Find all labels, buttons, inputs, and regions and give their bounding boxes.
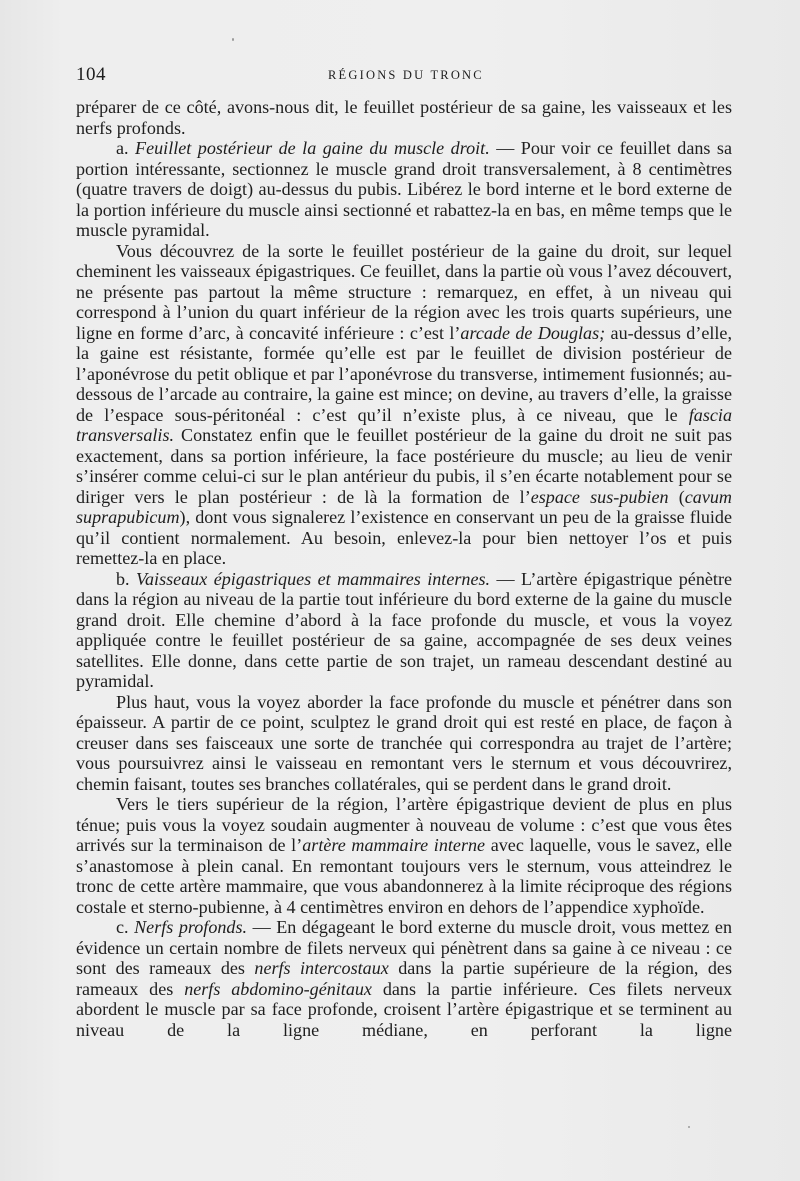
- paragraph: [76, 241, 732, 569]
- running-head: RÉGIONS DU TRONC: [328, 68, 484, 82]
- text-run: — Pour voir ce feuillet dans sa portion intéressante, sectionnez le muscle grand droit transversalement, à 8 centimètres (quatre travers de doigt) au-dessus du pubis. Libérez le bord interne et le bord externe de la portion inférieure du muscle ainsi sectionné et rabattez-la en bas, en même temps que le muscle pyramidal.: [76, 138, 732, 240]
- paragraph-nerfs-profonds: [76, 917, 732, 1040]
- text-run: dans la partie inférieure. Ces filets nerveux abordent le muscle par sa face profonde, croisent l’artère épigastrique et se terminent au niveau de la ligne médiane, en perforant la ligne: [76, 978, 733, 1040]
- italic-run: fascia transversalis.: [76, 404, 732, 445]
- italic-run: Vaisseaux épigastriques et mammaires internes.: [135, 568, 491, 589]
- text-run: préparer de ce côté, avons-nous dit, le feuillet postérieur de sa gaine, les vaisseaux et les nerfs profonds.: [76, 97, 732, 138]
- paper-speck: [688, 1126, 690, 1128]
- text-run: ), dont vous signalerez l’existence en conservant un peu de la graisse fluide qu’il contient normalement. Au besoin, enlevez-la pour bien nettoyer l’os et puis remettez-la en place.: [76, 507, 732, 568]
- text-run: dans la partie supérieure de la région, des rameaux des: [76, 958, 732, 999]
- text-run: — L’artère épigastrique pénètre dans la région au niveau de la partie tout inférieure du bord externe de la gaine du muscle grand droit. Elle chemine d’abord à la face profonde du muscle, et vous la voyez appliquée contre le feuillet postérieur de sa gaine, accompagnée de ses deux veines satellites. Elle donne, dans cette partie de son trajet, un rameau descendant destiné au pyramidal.: [76, 568, 732, 691]
- italic-run: artère mammaire interne: [302, 835, 486, 855]
- text-run: (: [668, 486, 685, 507]
- italic-run: Feuillet postérieur de la gaine du muscle droit.: [135, 138, 490, 158]
- paragraph-vaisseaux-epigastriques: [76, 569, 732, 692]
- text-run: avec laquelle, vous le savez, elle s’anastomose à plein canal. En remontant toujours vers le sternum, vous atteindrez le tronc de cette artère mammaire, que vous abandonnerez à la limite réciproque des régions costale et sterno-pubienne, à 4 centimètres environ en dehors de l’appendice xyphoïde.: [76, 835, 732, 917]
- paragraph: [76, 794, 732, 917]
- text-run: Vers le tiers supérieur de la région, l’artère épigastrique devient de plus en plus ténue; puis vous la voyez soudain augmenter à nouveau de volume : c’est que vous êtes arrivés sur la terminaison de l’: [76, 794, 732, 855]
- text-run: b.: [116, 568, 136, 589]
- italic-run: arcade de Douglas;: [460, 322, 606, 343]
- text-run: Plus haut, vous la voyez aborder la face profonde du muscle et pénétrer dans son épaisseur. A partir de ce point, sculptez le grand droit qui est resté en place, de façon à creuser dans ses faisceaux une sorte de tranchée qui correspondra au trajet de l’artère; vous poursuivrez ainsi le vaisseau en remontant vers le sternum et vous découvrirez, chemin faisant, toutes ses branches collatérales, qui se perdent dans le grand droit.: [76, 691, 732, 794]
- body-text: [76, 97, 732, 1040]
- italic-run: nerfs intercostaux: [254, 958, 389, 978]
- italic-run: Nerfs profonds.: [134, 917, 248, 937]
- text-run: au-dessus d’elle, la gaine est résistante, formée qu’elle est par le feuillet de division postérieur de l’aponévrose du petit oblique et par l’aponévrose du transverse, intimement fusionnés; au-dessous de l’arcade au contraire, la gaine est mince; on devine, au travers d’elle, la graisse de l’espace sous-péritonéal : c’est qu’il n’existe plus, à ce niveau, que le: [76, 322, 732, 425]
- paragraph-feuillet-posterieur: [76, 138, 732, 241]
- text-run: c.: [116, 917, 135, 937]
- page-header: [76, 64, 740, 88]
- text-run: Vous découvrez de la sorte le feuillet postérieur de la gaine du droit, sur lequel cheminent les vaisseaux épigastriques. Ce feuillet, dans la partie où vous l’avez découvert, ne présente pas partout la même structure : remarquez, en effet, à un niveau qui correspond à l’union du quart inférieur de la région avec les trois quarts supérieurs, une ligne en forme d’arc, à concavité inférieure : c’est l’: [76, 240, 732, 343]
- text-run: Constatez enfin que le feuillet postérieur de la gaine du droit ne suit pas exactement, dans sa portion inférieure, la face postérieure du muscle; au lieu de venir s’insérer comme celui-ci sur le plan antérieur du pubis, il s’en écarte notablement pour se diriger vers le plan postérieur : de là la formation de l’: [76, 425, 732, 507]
- text-run: a.: [116, 138, 136, 158]
- italic-run: cavum suprapubicum: [76, 486, 732, 527]
- paragraph: [76, 692, 732, 795]
- text-run: — En dégageant le bord externe du muscle droit, vous mettez en évidence un certain nombre de filets nerveux qui pénètrent dans sa gaine à ce niveau : ce sont des rameaux des: [76, 917, 733, 978]
- paragraph: [76, 97, 732, 138]
- italic-run: nerfs abdomino-génitaux: [184, 978, 372, 999]
- italic-run: espace sus-pubien: [530, 486, 669, 507]
- paper-speck: [232, 38, 234, 41]
- page-number: 104: [76, 64, 106, 85]
